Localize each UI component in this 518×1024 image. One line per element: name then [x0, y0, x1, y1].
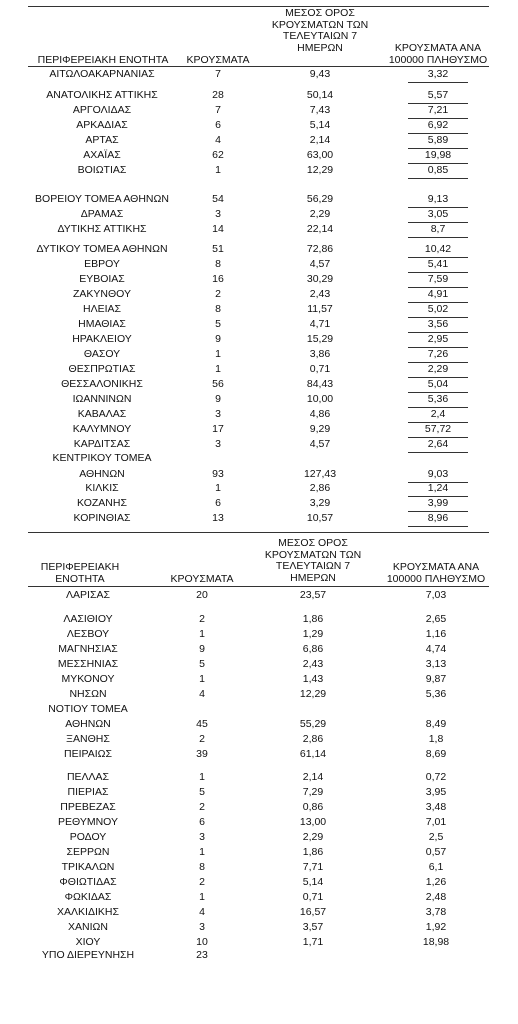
table-row — [0, 815, 518, 830]
cell-region: ΘΑΣΟΥ — [83, 348, 121, 360]
cell-region: ΚΑΒΑΛΑΣ — [77, 408, 127, 420]
table-row — [0, 192, 518, 207]
cell-per-100k: 2,64 — [408, 437, 468, 453]
cell-avg-7-days: 2,29 — [309, 208, 331, 220]
cell-region: ΑΡΚΑΔΙΑΣ — [76, 119, 128, 131]
cell-per-100k: 5,89 — [408, 133, 468, 149]
cell-cases: 3 — [199, 921, 205, 933]
cell-per-100k: 3,48 — [425, 801, 447, 813]
table-row — [0, 920, 518, 935]
table-row — [0, 451, 518, 466]
table-row — [0, 287, 518, 302]
cell-cases: 54 — [212, 193, 224, 205]
cell-per-100k: 9,87 — [425, 673, 447, 685]
table-row — [0, 163, 518, 178]
cell-per-100k: 5,04 — [408, 377, 468, 393]
cell-region: ΑΝΑΤΟΛΙΚΗΣ ΑΤΤΙΚΗΣ — [46, 89, 158, 101]
header-avg-7-days: ΜΕΣΟΣ ΟΡΟΣ ΚΡΟΥΣΜΑΤΩΝ ΤΩΝ ΤΕΛΕΥΤΑΙΩΝ 7 ΗΜΕΡΩΝ — [264, 537, 362, 584]
cell-region: ΙΩΑΝΝΙΝΩΝ — [72, 393, 132, 405]
table-row — [0, 948, 518, 963]
table-row — [0, 88, 518, 103]
cell-per-100k: 3,05 — [408, 207, 468, 223]
cell-cases: 14 — [212, 223, 224, 235]
cell-region: ΠΡΕΒΕΖΑΣ — [60, 801, 116, 813]
cell-cases: 8 — [215, 258, 221, 270]
table-row — [0, 845, 518, 860]
cell-per-100k: 5,41 — [408, 257, 468, 273]
table-row — [0, 133, 518, 148]
top-rule — [28, 532, 489, 533]
table-row — [0, 437, 518, 452]
cell-avg-7-days: 9,43 — [309, 68, 331, 80]
cell-region: ΚΟΖΑΝΗΣ — [77, 497, 127, 509]
table-row — [0, 830, 518, 845]
header-cases: ΚΡΟΥΣΜΑΤΑ — [186, 54, 250, 66]
cell-cases: 4 — [199, 688, 205, 700]
cell-per-100k: 1,8 — [428, 733, 444, 745]
table-row — [0, 717, 518, 732]
cell-region: ΤΡΙΚΑΛΩΝ — [61, 861, 115, 873]
table-row — [0, 481, 518, 496]
cell-per-100k: 2,5 — [428, 831, 444, 843]
table-row — [0, 422, 518, 437]
cell-region: ΑΙΤΩΛΟΑΚΑΡΝΑΝΙΑΣ — [49, 68, 155, 80]
cell-region: ΦΘΙΩΤΙΔΑΣ — [59, 876, 117, 888]
table-row — [0, 362, 518, 377]
cell-cases: 10 — [196, 936, 208, 948]
cell-region: ΔΥΤΙΚΟΥ ΤΟΜΕΑ ΑΘΗΝΩΝ — [36, 243, 168, 255]
table-row — [0, 860, 518, 875]
cell-cases: 62 — [212, 149, 224, 161]
table-row — [0, 588, 518, 603]
cell-avg-7-days: 2,43 — [302, 658, 324, 670]
cell-region: ΕΒΡΟΥ — [84, 258, 120, 270]
cell-region: ΞΑΝΘΗΣ — [66, 733, 110, 745]
cell-cases: 4 — [199, 906, 205, 918]
cell-region: ΗΜΑΘΙΑΣ — [78, 318, 126, 330]
cell-region: ΘΕΣΣΑΛΟΝΙΚΗΣ — [61, 378, 143, 390]
header-cases: ΚΡΟΥΣΜΑΤΑ — [170, 573, 234, 585]
cell-cases: 9 — [215, 393, 221, 405]
cell-avg-7-days: 56,29 — [306, 193, 334, 205]
cell-cases: 3 — [215, 408, 221, 420]
cell-avg-7-days: 1,86 — [302, 846, 324, 858]
cell-region: ΝΟΤΙΟΥ ΤΟΜΕΑ — [48, 703, 128, 715]
cell-region: ΛΑΡΙΣΑΣ — [66, 589, 110, 601]
cell-cases: 51 — [212, 243, 224, 255]
cell-per-100k: 2,65 — [425, 613, 447, 625]
cell-per-100k: 7,59 — [408, 272, 468, 288]
cell-avg-7-days: 1,43 — [302, 673, 324, 685]
cell-per-100k: 2,95 — [408, 332, 468, 348]
cell-region: ΖΑΚΥΝΘΟΥ — [72, 288, 131, 300]
cell-cases: 6 — [199, 816, 205, 828]
cell-avg-7-days: 2,14 — [302, 771, 324, 783]
cell-cases: 6 — [215, 497, 221, 509]
cell-per-100k: 8,7 — [408, 222, 468, 238]
cell-avg-7-days: 2,14 — [309, 134, 331, 146]
cell-per-100k: 1,24 — [408, 481, 468, 497]
cell-avg-7-days: 12,29 — [299, 688, 327, 700]
cell-region: ΕΥΒΟΙΑΣ — [79, 273, 125, 285]
cell-region: ΚΙΛΚΙΣ — [85, 482, 119, 494]
cell-per-100k: 3,99 — [408, 496, 468, 512]
cell-avg-7-days: 22,14 — [306, 223, 334, 235]
cell-cases: 2 — [215, 288, 221, 300]
cell-cases: 8 — [199, 861, 205, 873]
cell-avg-7-days: 4,57 — [309, 438, 331, 450]
cell-cases: 5 — [199, 786, 205, 798]
cell-per-100k: 7,01 — [425, 816, 447, 828]
cell-cases: 2 — [199, 733, 205, 745]
table-row — [0, 118, 518, 133]
cell-cases: 39 — [196, 748, 208, 760]
cell-cases: 17 — [212, 423, 224, 435]
cell-region: ΜΕΣΣΗΝΙΑΣ — [57, 658, 119, 670]
table-row — [0, 687, 518, 702]
cell-region: ΑΘΗΝΩΝ — [65, 718, 111, 730]
cell-region: ΑΧΑΪΑΣ — [83, 149, 121, 161]
header-per-100k: ΚΡΟΥΣΜΑΤΑ ΑΝΑ 100000 ΠΛΗΘΥΣΜΟ — [386, 561, 486, 585]
cell-avg-7-days: 4,86 — [309, 408, 331, 420]
table-row — [0, 317, 518, 332]
cell-per-100k: 5,36 — [408, 392, 468, 408]
table-row — [0, 612, 518, 627]
cell-region: ΚΕΝΤΡΙΚΟΥ ΤΟΜΕΑ — [52, 452, 152, 464]
cell-avg-7-days: 16,57 — [299, 906, 327, 918]
table-row — [0, 627, 518, 642]
table-row — [0, 890, 518, 905]
cell-per-100k: 5,36 — [425, 688, 447, 700]
header-rule — [28, 586, 489, 587]
cell-per-100k: 10,42 — [408, 242, 468, 258]
table-row — [0, 148, 518, 163]
table-row — [0, 242, 518, 257]
cell-region: ΘΕΣΠΡΩΤΙΑΣ — [68, 363, 136, 375]
table-row — [0, 747, 518, 762]
cell-cases: 20 — [196, 589, 208, 601]
cell-avg-7-days: 0,71 — [309, 363, 331, 375]
cell-cases: 9 — [215, 333, 221, 345]
cell-avg-7-days: 72,86 — [306, 243, 334, 255]
cell-region: ΚΑΡΔΙΤΣΑΣ — [73, 438, 131, 450]
cell-per-100k: 8,96 — [408, 511, 468, 527]
cell-cases: 16 — [212, 273, 224, 285]
cell-avg-7-days: 15,29 — [306, 333, 334, 345]
cell-per-100k: 7,03 — [425, 589, 447, 601]
table-row — [0, 672, 518, 687]
cell-avg-7-days: 5,14 — [302, 876, 324, 888]
cell-region: ΛΑΣΙΘΙΟΥ — [63, 613, 113, 625]
header-avg-7-days: ΜΕΣΟΣ ΟΡΟΣ ΚΡΟΥΣΜΑΤΩΝ ΤΩΝ ΤΕΛΕΥΤΑΙΩΝ 7 ΗΜΕΡΩΝ — [271, 7, 369, 54]
cell-cases: 8 — [215, 303, 221, 315]
table-row — [0, 272, 518, 287]
table-row — [0, 67, 518, 82]
header-per-100k: ΚΡΟΥΣΜΑΤΑ ΑΝΑ 100000 ΠΛΗΘΥΣΜΟ — [388, 42, 488, 66]
cell-per-100k: 0,72 — [425, 771, 447, 783]
cell-cases: 13 — [212, 512, 224, 524]
cell-per-100k: 8,49 — [425, 718, 447, 730]
cell-per-100k: 7,26 — [408, 347, 468, 363]
cell-cases: 23 — [196, 949, 208, 961]
cell-region: ΚΑΛΥΜΝΟΥ — [72, 423, 132, 435]
cell-avg-7-days: 2,29 — [302, 831, 324, 843]
cell-region: ΧΑΝΙΩΝ — [68, 921, 108, 933]
table-row — [0, 875, 518, 890]
cell-cases: 4 — [215, 134, 221, 146]
cell-cases: 7 — [215, 68, 221, 80]
cell-per-100k: 6,1 — [428, 861, 444, 873]
cell-avg-7-days: 10,57 — [306, 512, 334, 524]
cell-per-100k: 5,57 — [408, 88, 468, 104]
cell-avg-7-days: 23,57 — [299, 589, 327, 601]
cell-region: ΑΡΓΟΛΙΔΑΣ — [72, 104, 132, 116]
cell-per-100k: 3,56 — [408, 317, 468, 333]
cell-region: ΧΙΟΥ — [75, 936, 101, 948]
table-row — [0, 302, 518, 317]
table-row — [0, 905, 518, 920]
cell-per-100k: 4,74 — [425, 643, 447, 655]
cell-region: ΡΟΔΟΥ — [69, 831, 107, 843]
cell-region: ΠΙΕΡΙΑΣ — [67, 786, 109, 798]
cell-avg-7-days: 3,57 — [302, 921, 324, 933]
table-row — [0, 347, 518, 362]
cell-avg-7-days: 4,57 — [309, 258, 331, 270]
cell-region: ΧΑΛΚΙΔΙΚΗΣ — [57, 906, 119, 918]
cell-cases: 2 — [199, 801, 205, 813]
table-row — [0, 207, 518, 222]
cell-per-100k: 57,72 — [408, 422, 468, 438]
cell-cases: 1 — [199, 628, 205, 640]
table-row — [0, 785, 518, 800]
table-row — [0, 222, 518, 237]
cell-cases: 3 — [215, 438, 221, 450]
cell-avg-7-days: 7,71 — [302, 861, 324, 873]
cell-per-100k: 19,98 — [408, 148, 468, 164]
cell-avg-7-days: 1,71 — [302, 936, 324, 948]
cell-avg-7-days: 127,43 — [303, 468, 337, 480]
cell-cases: 3 — [199, 831, 205, 843]
table-row — [0, 407, 518, 422]
table-row — [0, 332, 518, 347]
cell-per-100k: 1,26 — [425, 876, 447, 888]
table-row — [0, 392, 518, 407]
cell-per-100k: 1,92 — [425, 921, 447, 933]
cell-cases: 2 — [199, 876, 205, 888]
cell-region: ΦΩΚΙΔΑΣ — [64, 891, 112, 903]
cell-cases: 1 — [215, 482, 221, 494]
cell-region: ΒΟΡΕΙΟΥ ΤΟΜΕΑ ΑΘΗΝΩΝ — [35, 193, 169, 205]
cell-per-100k: 7,21 — [408, 103, 468, 119]
cell-cases: 7 — [215, 104, 221, 116]
cell-per-100k: 3,95 — [425, 786, 447, 798]
table-row — [0, 642, 518, 657]
cell-region: ΗΛΕΙΑΣ — [82, 303, 121, 315]
cell-avg-7-days: 1,29 — [302, 628, 324, 640]
cell-avg-7-days: 2,43 — [309, 288, 331, 300]
cell-region: ΔΥΤΙΚΗΣ ΑΤΤΙΚΗΣ — [57, 223, 147, 235]
cell-region: ΒΟΙΩΤΙΑΣ — [77, 164, 127, 176]
cell-per-100k: 5,02 — [408, 302, 468, 318]
cell-region: ΛΕΣΒΟΥ — [66, 628, 110, 640]
cell-per-100k: 6,92 — [408, 118, 468, 134]
cell-region: ΔΡΑΜΑΣ — [80, 208, 124, 220]
cell-cases: 1 — [215, 164, 221, 176]
table-row — [0, 257, 518, 272]
header-region: ΠΕΡΙΦΕΡΕΙΑΚΗ ΕΝΟΤΗΤΑ — [40, 561, 120, 585]
cell-avg-7-days: 5,14 — [309, 119, 331, 131]
cell-avg-7-days: 12,29 — [306, 164, 334, 176]
cell-avg-7-days: 30,29 — [306, 273, 334, 285]
cell-cases: 1 — [215, 363, 221, 375]
cell-avg-7-days: 3,29 — [309, 497, 331, 509]
table-row — [0, 800, 518, 815]
cell-region: ΝΗΣΩΝ — [69, 688, 107, 700]
cell-avg-7-days: 55,29 — [299, 718, 327, 730]
cell-avg-7-days: 4,71 — [309, 318, 331, 330]
cell-cases: 1 — [199, 771, 205, 783]
cell-avg-7-days: 2,86 — [302, 733, 324, 745]
cell-avg-7-days: 61,14 — [299, 748, 327, 760]
cell-per-100k: 9,13 — [408, 192, 468, 208]
cell-avg-7-days: 6,86 — [302, 643, 324, 655]
cell-per-100k: 0,85 — [408, 163, 468, 179]
cell-region: ΜΑΓΝΗΣΙΑΣ — [58, 643, 118, 655]
cell-cases: 1 — [215, 348, 221, 360]
table-row — [0, 702, 518, 717]
cell-cases: 5 — [199, 658, 205, 670]
cell-per-100k: 4,91 — [408, 287, 468, 303]
cell-region: ΣΕΡΡΩΝ — [66, 846, 110, 858]
cell-avg-7-days: 3,86 — [309, 348, 331, 360]
cell-cases: 45 — [196, 718, 208, 730]
cell-cases: 28 — [212, 89, 224, 101]
cell-region: ΡΕΘΥΜΝΟΥ — [57, 816, 118, 828]
cell-avg-7-days: 0,86 — [302, 801, 324, 813]
cell-per-100k: 3,13 — [425, 658, 447, 670]
cell-per-100k: 2,48 — [425, 891, 447, 903]
cell-avg-7-days: 1,86 — [302, 613, 324, 625]
cell-cases: 56 — [212, 378, 224, 390]
cell-per-100k: 3,32 — [408, 67, 468, 83]
cell-per-100k: 1,16 — [425, 628, 447, 640]
cell-region: ΠΕΛΛΑΣ — [66, 771, 110, 783]
cell-avg-7-days: 2,86 — [309, 482, 331, 494]
cell-cases: 2 — [199, 613, 205, 625]
cell-avg-7-days: 7,43 — [309, 104, 331, 116]
cell-region: ΚΟΡΙΝΘΙΑΣ — [73, 512, 131, 524]
header-region: ΠΕΡΙΦΕΡΕΙΑΚΗ ΕΝΟΤΗΤΑ — [37, 54, 169, 66]
cell-per-100k: 8,69 — [425, 748, 447, 760]
cell-avg-7-days: 0,71 — [302, 891, 324, 903]
top-rule — [28, 6, 489, 7]
table-row — [0, 657, 518, 672]
cell-per-100k: 9,03 — [408, 467, 468, 483]
cell-region: ΑΡΤΑΣ — [85, 134, 119, 146]
cell-cases: 1 — [199, 891, 205, 903]
cell-region: ΗΡΑΚΛΕΙΟΥ — [72, 333, 132, 345]
cell-per-100k: 18,98 — [422, 936, 450, 948]
cell-avg-7-days: 11,57 — [307, 303, 333, 315]
table-row — [0, 467, 518, 482]
cell-cases: 5 — [215, 318, 221, 330]
cell-per-100k: 0,57 — [425, 846, 447, 858]
cell-avg-7-days: 13,00 — [299, 816, 327, 828]
cell-region: ΑΘΗΝΩΝ — [79, 468, 125, 480]
cell-avg-7-days: 50,14 — [306, 89, 334, 101]
cell-cases: 1 — [199, 673, 205, 685]
cell-region: ΠΕΙΡΑΙΩΣ — [64, 748, 112, 760]
table-row — [0, 103, 518, 118]
table-row — [0, 377, 518, 392]
cell-cases: 6 — [215, 119, 221, 131]
table-row — [0, 511, 518, 526]
table-row — [0, 732, 518, 747]
cell-region: ΜΥΚΟΝΟΥ — [61, 673, 115, 685]
cell-per-100k: 3,78 — [425, 906, 447, 918]
cell-cases: 3 — [215, 208, 221, 220]
cell-per-100k: 2,29 — [408, 362, 468, 378]
cell-region: ΥΠΟ ΔΙΕΡΕΥΝΗΣΗ — [41, 949, 135, 961]
cell-avg-7-days: 7,29 — [302, 786, 324, 798]
cell-avg-7-days: 10,00 — [306, 393, 334, 405]
table-row — [0, 496, 518, 511]
cell-cases: 93 — [212, 468, 224, 480]
cell-cases: 1 — [199, 846, 205, 858]
cell-avg-7-days: 63,00 — [306, 149, 334, 161]
table-row — [0, 770, 518, 785]
cell-avg-7-days: 9,29 — [309, 423, 331, 435]
cell-avg-7-days: 84,43 — [306, 378, 334, 390]
cell-cases: 9 — [199, 643, 205, 655]
cell-per-100k: 2,4 — [408, 407, 468, 423]
